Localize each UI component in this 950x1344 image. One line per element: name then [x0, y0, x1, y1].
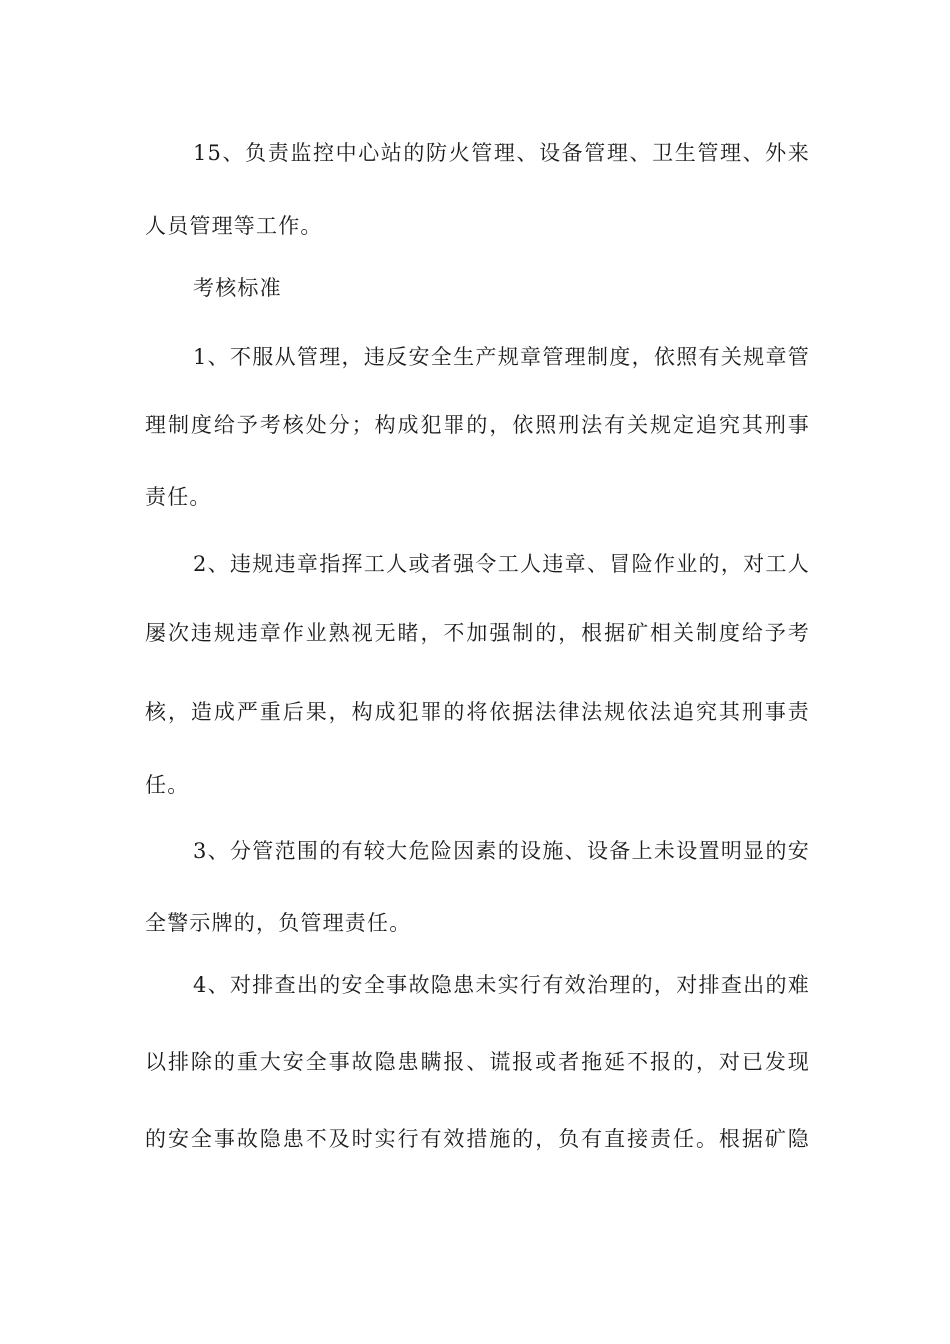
paragraph-15-line-2: 人员管理等工作。	[145, 214, 323, 238]
item-2-line-3: 核，造成严重后果，构成犯罪的将依据法律法规依法追究其刑事责	[145, 700, 810, 724]
section-heading: 考核标准	[193, 276, 282, 300]
item-2-line-1: 2、违规违章指挥工人或者强令工人违章、冒险作业的，对工人	[193, 552, 810, 576]
item-2-line-4: 任。	[145, 773, 190, 797]
item-3-line-2: 全警示牌的，负管理责任。	[145, 911, 412, 935]
item-4-line-1: 4、对排查出的安全事故隐患未实行有效治理的，对排查出的难	[193, 973, 810, 997]
item-2-line-2: 屡次违规违章作业熟视无睹，不加强制的，根据矿相关制度给予考	[145, 621, 810, 645]
item-3-line-1: 3、分管范围的有较大危险因素的设施、设备上未设置明显的安	[193, 839, 810, 863]
item-1-line-2: 理制度给予考核处分；构成犯罪的，依照刑法有关规定追究其刑事	[145, 413, 810, 437]
paragraph-15-line-1: 15、负责监控中心站的防火管理、设备管理、卫生管理、外来	[193, 141, 810, 165]
item-1-line-3: 责任。	[145, 485, 212, 509]
item-4-line-2: 以排除的重大安全事故隐患瞒报、谎报或者拖延不报的，对已发现	[145, 1050, 810, 1074]
item-4-line-3: 的安全事故隐患不及时实行有效措施的，负有直接责任。根据矿隐	[145, 1127, 810, 1151]
item-1-line-1: 1、不服从管理，违反安全生产规章管理制度，依照有关规章管	[193, 345, 810, 369]
